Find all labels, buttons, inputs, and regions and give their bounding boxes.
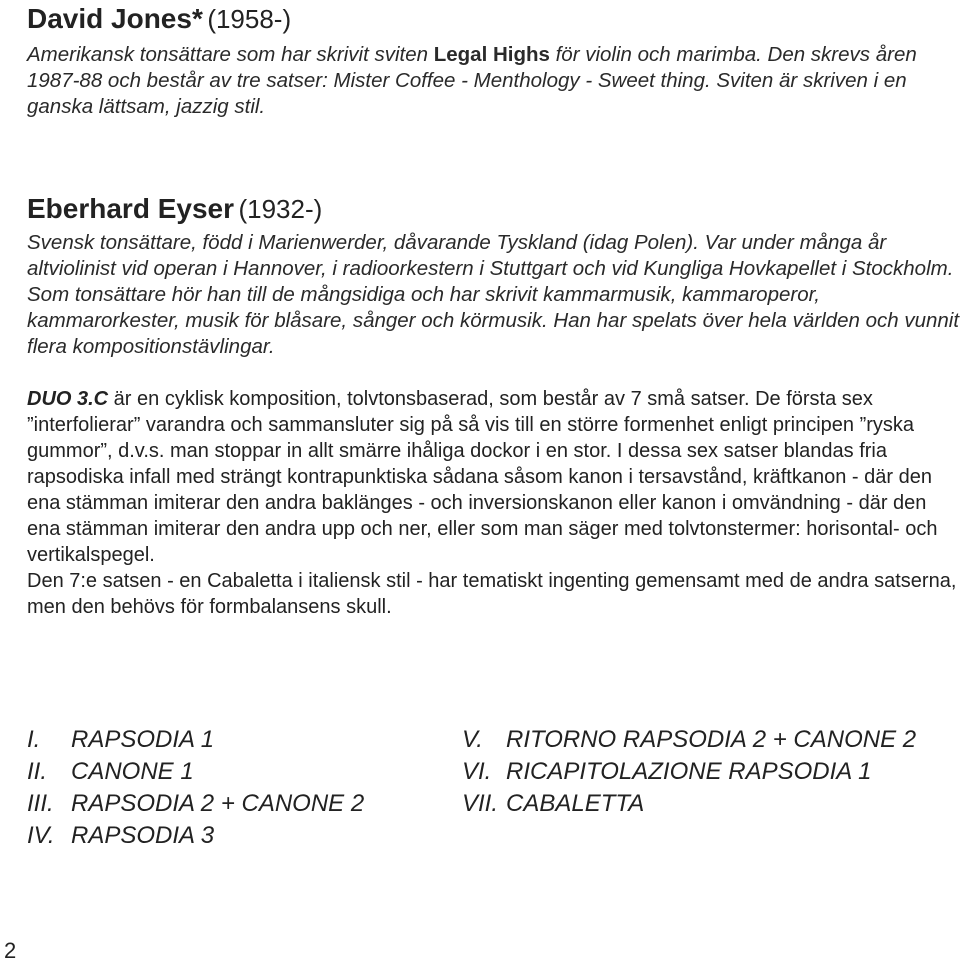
- movement-title: RICAPITOLAZIONE RAPSODIA 1: [506, 758, 872, 785]
- movement-number: VII.: [462, 790, 499, 817]
- composer-name: David Jones*: [27, 3, 203, 34]
- movement-number: II.: [27, 758, 48, 785]
- work-description-text: är en cyklisk komposition, tolvtonsbaserad, som består av 7 små satser. De första sex ”interfolierar” varandra och sammansluter sig på så vis till en större formenhet enligt principen ”ryska gummor”, d.v.s. man stoppar in allt smärre ihåliga dockor i en stor. I dessa sex satser blandas fria rapsodiska infall med strängt kontrapunktiska sådana såsom kanon i tersavstånd, kräftkanon - där den ena stämman imiterar den andra baklänges - och inversionskanon eller kanon i omvändning - där den ena stämman imiterar den andra upp och ner, eller som man säger med tolvtonstermer: horisontal- och vertikalspegel.: [27, 388, 938, 566]
- work-title-duo: DUO 3.C: [27, 388, 109, 410]
- movement-item: [462, 756, 916, 788]
- movement-number: III.: [27, 790, 54, 817]
- movement-item: [462, 788, 916, 820]
- movement-item: [27, 756, 364, 788]
- composer-years: (1958-): [207, 4, 292, 34]
- work-title: Legal Highs: [433, 43, 550, 66]
- movement-number: V.: [462, 726, 483, 753]
- movement-number: I.: [27, 726, 41, 753]
- bio-text: Amerikansk tonsättare som har skrivit sviten: [27, 43, 434, 66]
- composer-bio-eyser: Svensk tonsättare, född i Marienwerder, dåvarande Tyskland (idag Polen). Var under många år altviolinist vid operan i Hannover, i radioorkestern i Stuttgart och vid Kungliga Hovkapellet i Stockholm. Som tonsättare hör han till de mångsidiga och har skrivit kammarmusik, kammaroperor, kammarorkester, musik för blåsare, sånger och körmusik. Han har spelats över hela världen och vunnit flera kompositionstävlingar.: [27, 231, 960, 358]
- movement-list-left: [27, 724, 364, 852]
- work-description: [27, 386, 960, 620]
- composer-name: Eberhard Eyser: [27, 193, 234, 224]
- composer-years: (1932-): [238, 194, 323, 224]
- movement-title: CABALETTA: [506, 790, 645, 817]
- movement-item: [462, 724, 916, 756]
- movement-title: RAPSODIA 2 + CANONE 2: [71, 790, 365, 817]
- movement-title: CANONE 1: [71, 758, 194, 785]
- composer-bio-jones: [27, 42, 957, 120]
- movement-list-right: [462, 724, 916, 820]
- movement-number: IV.: [27, 822, 55, 849]
- movement-title: RAPSODIA 3: [71, 822, 215, 849]
- movement-title: RAPSODIA 1: [71, 726, 215, 753]
- movement-item: [27, 724, 364, 756]
- composer-heading-eyser: [27, 193, 322, 225]
- bio-text-cont: för violin och marimba. Den skrevs åren 1987-88 och består av tre satser: Mister Coffee - Menthology - Sweet thing. Sviten är skriven i en ganska lättsam, jazzig stil.: [27, 43, 917, 118]
- composer-heading-jones: [27, 3, 291, 35]
- movement-item: [27, 788, 364, 820]
- work-description-text-2: Den 7:e satsen - en Cabaletta i italiensk stil - har tematiskt ingenting gemensamt med de andra satserna, men den behövs för formbalansens skull.: [27, 570, 957, 618]
- movement-number: VI.: [462, 758, 492, 785]
- page-number: 2: [4, 938, 17, 963]
- movement-title: RITORNO RAPSODIA 2 + CANONE 2: [506, 726, 917, 753]
- movement-item: [27, 820, 364, 852]
